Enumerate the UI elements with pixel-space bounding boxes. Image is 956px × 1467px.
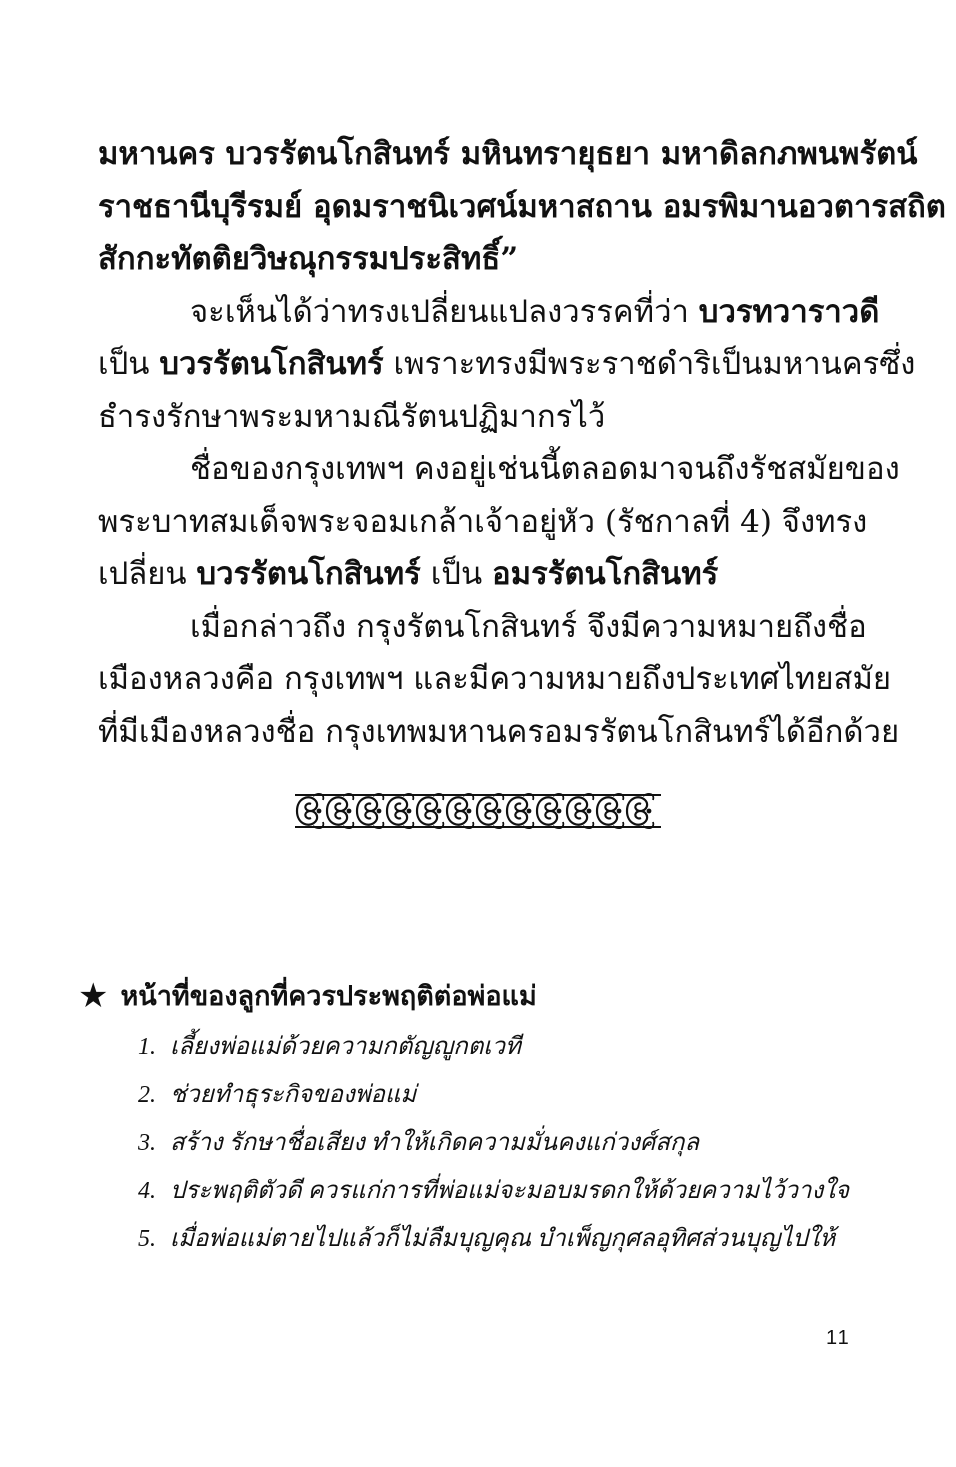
list-item	[138, 1167, 898, 1215]
main-text	[98, 128, 946, 758]
duties-list	[138, 1023, 898, 1263]
list-item-number: 5.	[138, 1226, 156, 1252]
p3-line-3	[98, 548, 860, 601]
list-item	[138, 1023, 898, 1071]
p1-line-1: มหานคร บวรรัตนโกสินทร์ มหินทรายุธยา มหาดิลกภพนพรัตน์	[98, 136, 918, 172]
star-icon: ★	[78, 975, 109, 1016]
page-number: 11	[826, 1327, 851, 1349]
duties-title-text: หน้าที่ของลูกที่ควรประพฤติต่อพ่อแม่	[120, 981, 537, 1012]
p4-line-1: เมื่อกล่าวถึง กรุงรัตนโกสินทร์ จึงมีความหมายถึงชื่อ	[190, 608, 867, 645]
list-item-number: 4.	[138, 1178, 156, 1204]
p1-line-3: สักกะทัตติยวิษณุกรรมประสิทธิ์”	[98, 241, 519, 277]
thai-pattern-divider-icon	[295, 790, 661, 832]
p2-line-2-a: เป็น	[98, 346, 150, 382]
p3-line-3-a: เปลี่ยน	[98, 556, 187, 592]
list-item-text: ช่วยทำธุระกิจของพ่อแม่	[170, 1082, 417, 1108]
p2-line-2-bold: บวรรัตนโกสินทร์	[159, 346, 384, 382]
p3-line-1: ชื่อของกรุงเทพฯ คงอยู่เช่นนี้ตลอดมาจนถึงรัชสมัยของ	[190, 451, 900, 487]
p2-line-2-b: เพราะทรงมีพระราชดำริเป็นมหานครซึ่ง	[393, 346, 916, 382]
list-item-text: เลี้ยงพ่อแม่ด้วยความกตัญญูกตเวที	[170, 1034, 521, 1060]
list-item	[138, 1119, 898, 1167]
list-item	[138, 1071, 898, 1119]
list-item-number: 3.	[138, 1130, 156, 1156]
p2-line-1	[98, 286, 880, 339]
p1-line-2: ราชธานีบุรีรมย์ อุดมราชนิเวศน์มหาสถาน อมรพิมานอวตารสถิต	[98, 188, 946, 225]
p2-line-1-bold: บวรทวาราวดี	[698, 293, 880, 330]
list-item-text: เมื่อพ่อแม่ตายไปแล้วก็ไม่ลืมบุญคุณ บำเพ็ญกุศลอุทิศส่วนบุญไปให้	[170, 1226, 836, 1252]
p2-line-2	[98, 338, 916, 391]
p3-line-3-b: เป็น	[430, 556, 483, 592]
list-item-text: ประพฤติตัวดี ควรแก่การที่พ่อแม่จะมอบมรดกให้ด้วยความไว้วางใจ	[170, 1178, 850, 1204]
p3-line-3-bold-2: อมรรัตนโกสินทร์	[492, 556, 719, 592]
duties-heading	[78, 974, 537, 1017]
p4-line-2: เมืองหลวงคือ กรุงเทพฯ และมีความหมายถึงประเทศไทยสมัย	[98, 661, 892, 697]
p3-line-3-bold-1: บวรรัตนโกสินทร์	[196, 556, 421, 592]
p2-line-1-text: จะเห็นได้ว่าทรงเปลี่ยนแปลงวรรคที่ว่า	[190, 293, 689, 330]
list-item	[138, 1215, 898, 1263]
p2-line-3: ธำรงรักษาพระมหามณีรัตนปฏิมากรไว้	[98, 398, 606, 435]
p3-line-2: พระบาทสมเด็จพระจอมเกล้าเจ้าอยู่หัว (รัชกาลที่ 4) จึงทรง	[98, 503, 868, 540]
list-item-number: 2.	[138, 1082, 156, 1108]
list-item-number: 1.	[138, 1034, 156, 1060]
list-item-text: สร้าง รักษาชื่อเสียง ทำให้เกิดความมั่นคงแก่วงศ์สกุล	[170, 1130, 700, 1156]
p4-line-3: ที่มีเมืองหลวงชื่อ กรุงเทพมหานครอมรรัตนโกสินทร์ได้อีกด้วย	[98, 713, 900, 750]
